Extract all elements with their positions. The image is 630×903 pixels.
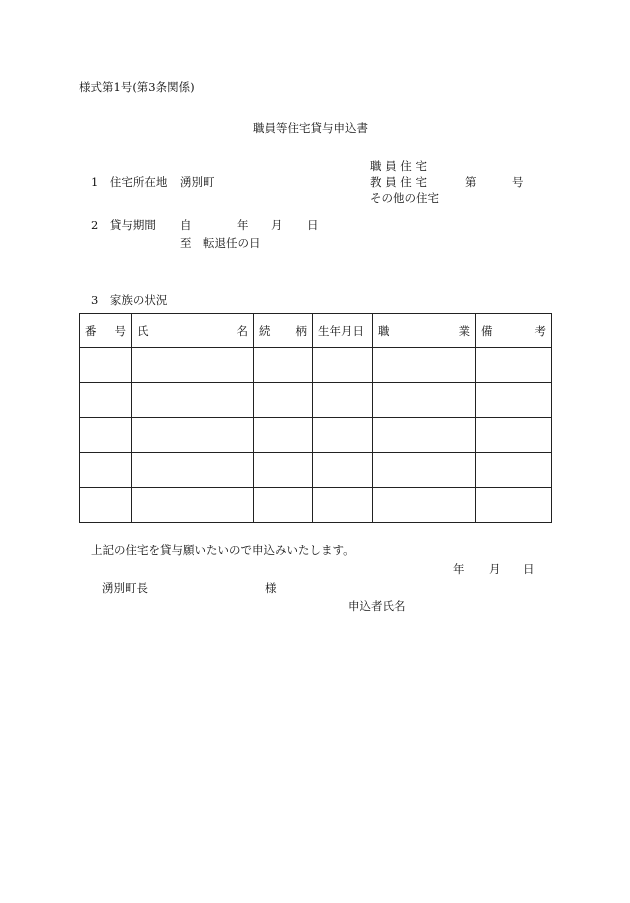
- table-cell[interactable]: [254, 383, 313, 418]
- table-cell[interactable]: [476, 453, 552, 488]
- item1-label: 1 住宅所在地: [91, 175, 168, 189]
- table-cell[interactable]: [80, 488, 132, 523]
- header-number: 番 号: [80, 314, 132, 348]
- header-relationship: 続 柄: [254, 314, 313, 348]
- table-cell[interactable]: [132, 383, 254, 418]
- table-row: [80, 418, 552, 453]
- item1-location: 湧別町: [180, 175, 215, 189]
- family-table: [79, 313, 552, 523]
- item2-label: 2 貸与期間: [91, 218, 156, 232]
- table-cell[interactable]: [132, 453, 254, 488]
- item3-label: 3 家族の状況: [91, 293, 168, 307]
- table-cell[interactable]: [373, 418, 476, 453]
- housing-number-suffix: 号: [512, 175, 524, 189]
- period-year: 年: [237, 218, 249, 232]
- table-cell[interactable]: [373, 453, 476, 488]
- table-cell[interactable]: [373, 488, 476, 523]
- table-cell[interactable]: [313, 348, 373, 383]
- document-title: 職員等住宅貸与申込書: [253, 121, 368, 135]
- applicant-name-label: 申込者氏名: [348, 599, 406, 613]
- period-day: 日: [307, 218, 319, 232]
- application-statement: 上記の住宅を貸与願いたいので申込みいたします。: [91, 543, 355, 557]
- housing-type-other: その他の住宅: [370, 191, 439, 205]
- table-cell[interactable]: [373, 383, 476, 418]
- honorific: 様: [265, 581, 277, 595]
- header-occupation: 職 業: [373, 314, 476, 348]
- form-number: 様式第1号(第3条関係): [79, 80, 195, 94]
- table-cell[interactable]: [313, 418, 373, 453]
- table-cell[interactable]: [373, 348, 476, 383]
- table-cell[interactable]: [476, 488, 552, 523]
- table-cell[interactable]: [254, 418, 313, 453]
- header-name: 氏 名: [132, 314, 254, 348]
- housing-type-staff: 職 員 住 宅: [370, 159, 427, 173]
- table-header-row: [80, 314, 552, 348]
- table-cell[interactable]: [476, 348, 552, 383]
- table-cell[interactable]: [132, 348, 254, 383]
- period-month: 月: [271, 218, 283, 232]
- table-cell[interactable]: [254, 488, 313, 523]
- addressee: 湧別町長: [102, 581, 148, 595]
- header-birthdate: 生年月日: [313, 314, 373, 348]
- table-cell[interactable]: [313, 383, 373, 418]
- table-cell[interactable]: [132, 418, 254, 453]
- table-cell[interactable]: [80, 348, 132, 383]
- housing-number-prefix: 第: [465, 175, 477, 189]
- table-cell[interactable]: [132, 488, 254, 523]
- table-row: [80, 453, 552, 488]
- housing-type-teacher: 教 員 住 宅: [370, 175, 427, 189]
- date-year: 年: [453, 562, 465, 576]
- table-cell[interactable]: [313, 488, 373, 523]
- table-cell[interactable]: [80, 418, 132, 453]
- table-row: [80, 488, 552, 523]
- table-cell[interactable]: [80, 383, 132, 418]
- date-month: 月: [489, 562, 501, 576]
- header-remarks: 備 考: [476, 314, 552, 348]
- table-cell[interactable]: [254, 348, 313, 383]
- period-from: 自: [180, 218, 192, 232]
- table-cell[interactable]: [80, 453, 132, 488]
- table-cell[interactable]: [476, 418, 552, 453]
- table-row: [80, 348, 552, 383]
- table-cell[interactable]: [476, 383, 552, 418]
- table-cell[interactable]: [313, 453, 373, 488]
- date-day: 日: [523, 562, 535, 576]
- table-row: [80, 383, 552, 418]
- table-cell[interactable]: [254, 453, 313, 488]
- period-to: 至 転退任の日: [180, 236, 261, 250]
